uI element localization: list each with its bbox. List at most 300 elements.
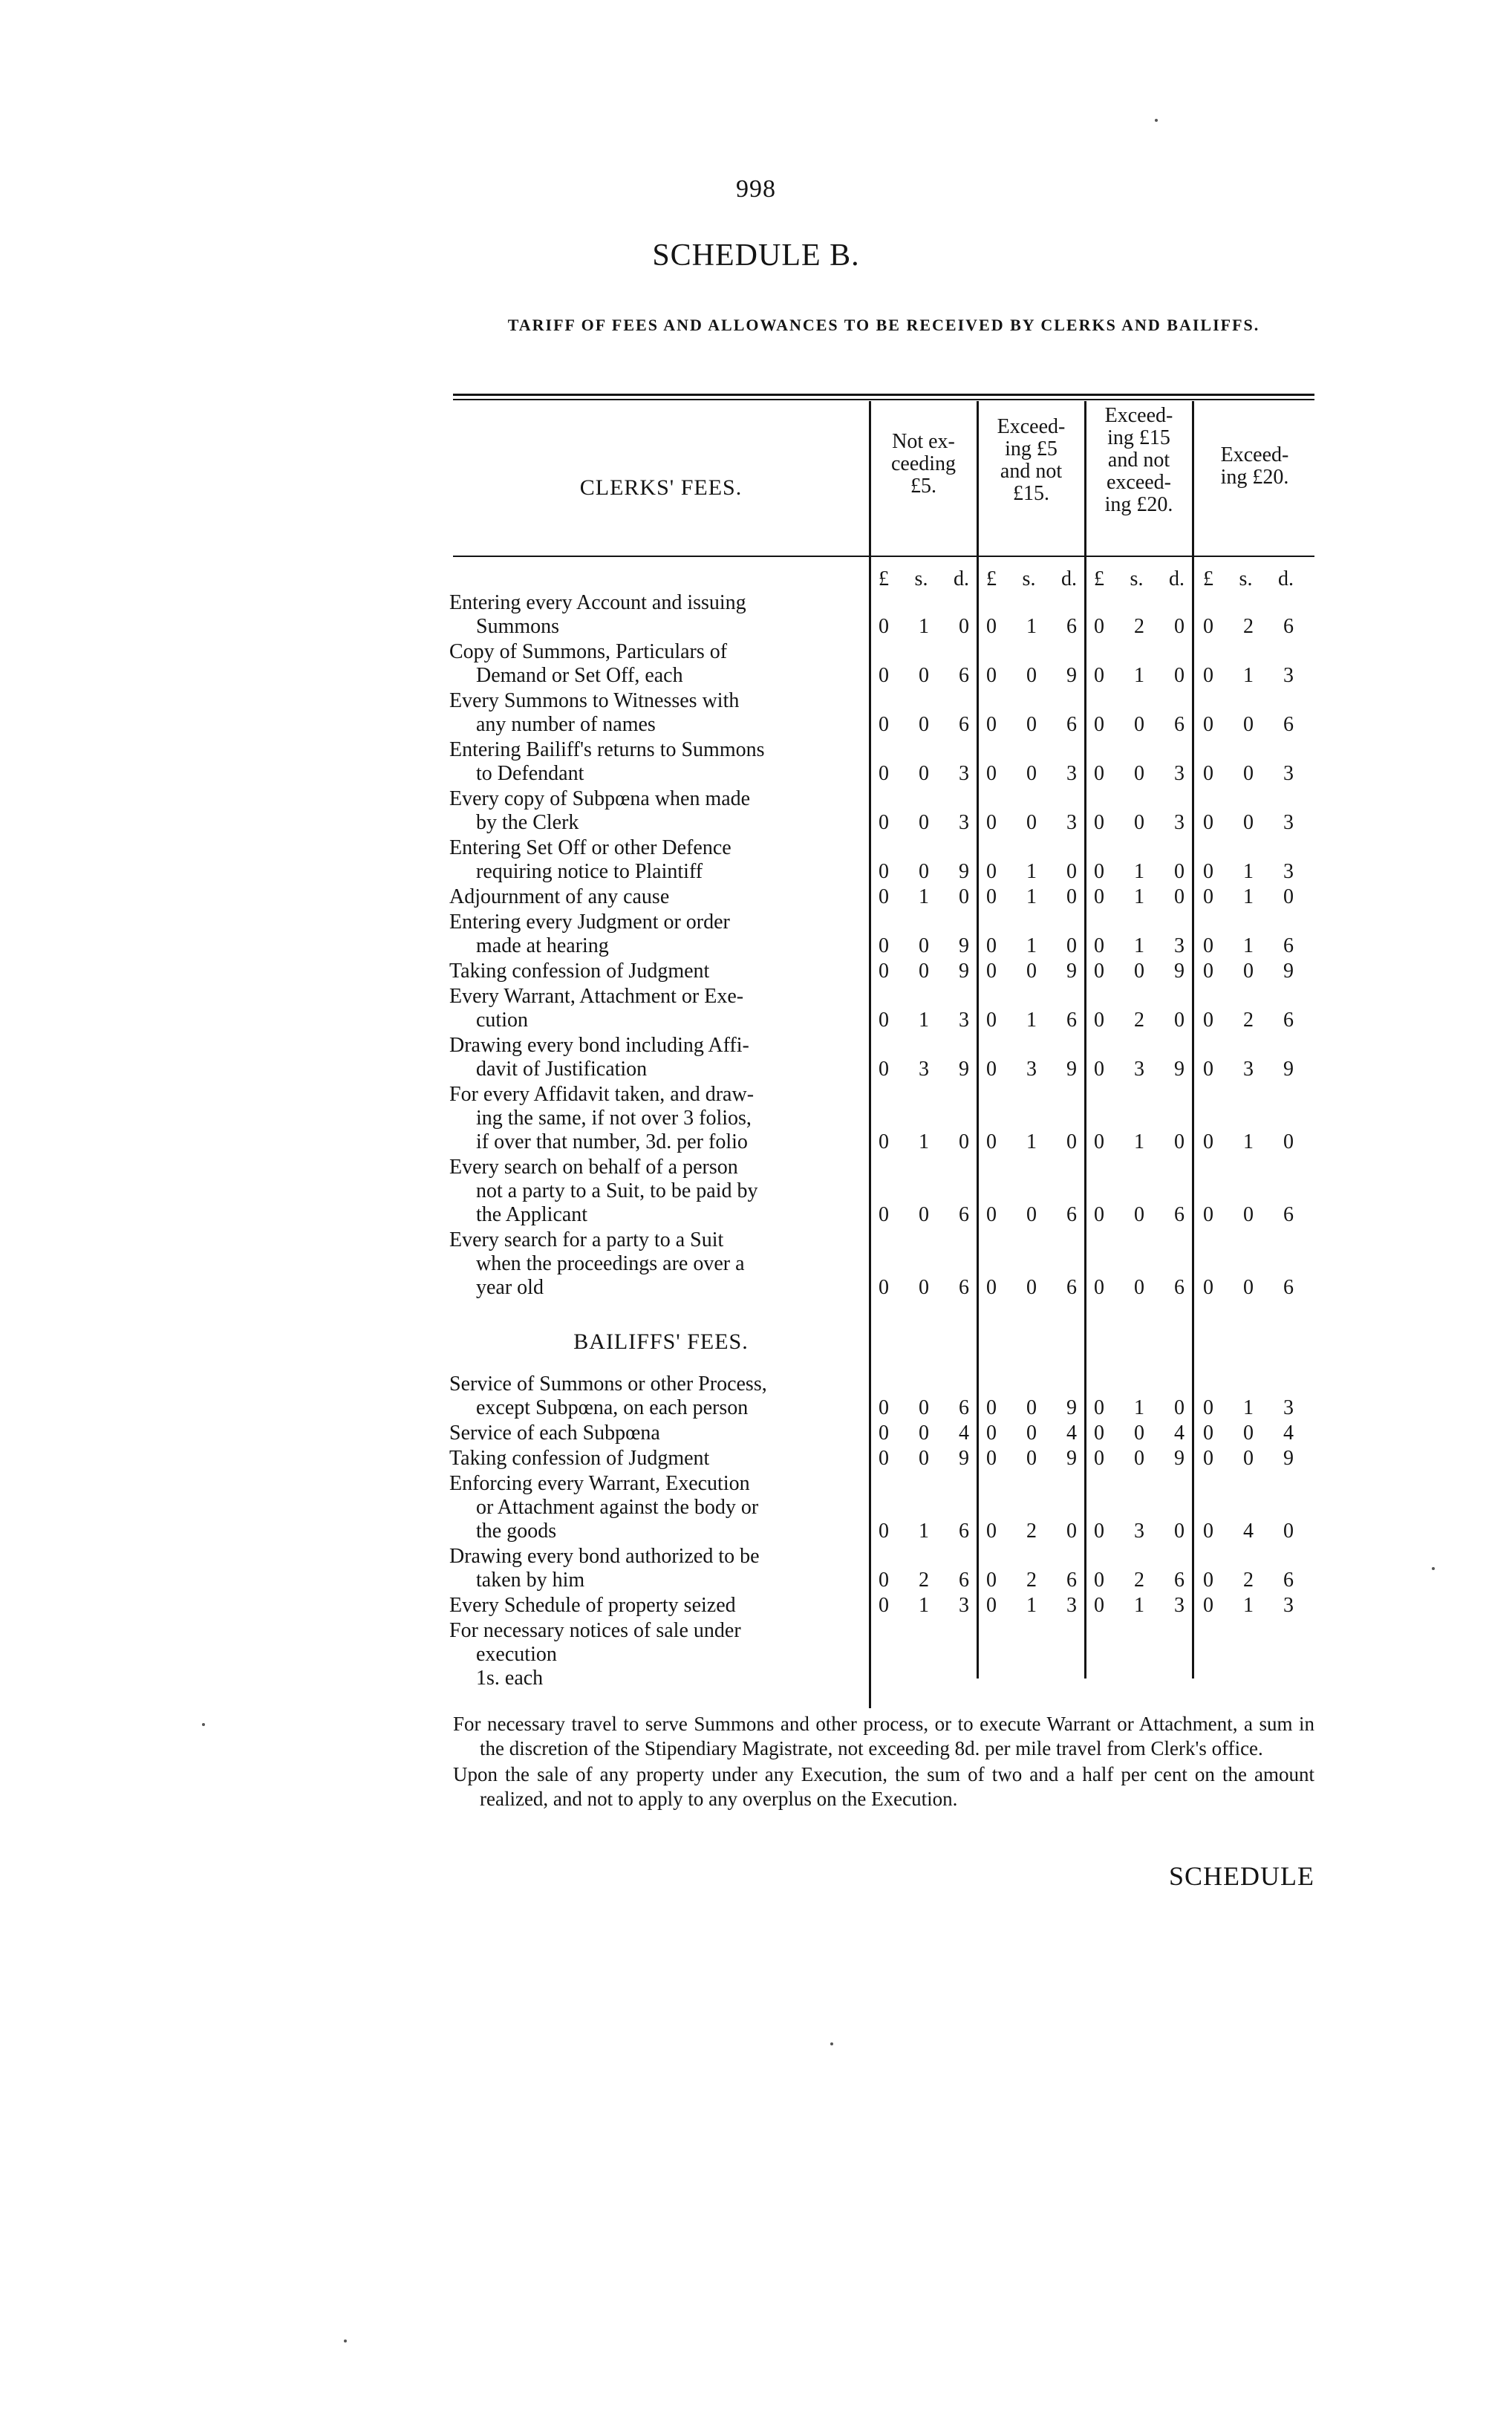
currency-units [1088,567,1190,591]
fee-amount-part: 2 [1243,1569,1254,1592]
fee-amount [1088,713,1190,737]
fee-amount [1197,811,1300,835]
fee-amount-part: 9 [1066,960,1077,983]
column-header-line: Exceed- [1104,404,1173,427]
fee-label-line: Entering Set Off or other Defence [449,836,731,859]
fee-amount-part: 6 [1283,615,1294,638]
fee-label-line: cution [476,1009,528,1032]
fee-label-line: Entering every Judgment or order [449,911,730,934]
fee-amount-part: 6 [1066,1009,1077,1032]
fee-amount-part: 9 [959,860,969,883]
fee-amount-part: 3 [1174,1594,1184,1617]
fee-amount [980,1422,1083,1445]
fee-amount-part: 0 [1203,1422,1213,1445]
fee-amount-part: 0 [1283,1520,1294,1543]
fee-label-line: Every search for a party to a Suit [449,1228,724,1251]
fee-amount [980,885,1083,909]
fee-amount-part: 0 [919,960,929,983]
fee-amount [1088,811,1190,835]
fee-amount-part: 1 [1134,1396,1144,1419]
fee-amount [980,615,1083,639]
fee-label [449,1447,861,1471]
fee-amount-part: 1 [1243,885,1254,908]
fee-amount-part: 0 [1203,1009,1213,1032]
fee-amount-part: 3 [1283,1594,1294,1617]
fee-label-line: Summons [476,615,560,638]
fee-amount-part: 0 [879,1276,889,1299]
fee-amount-part: 0 [986,960,997,983]
fee-amount-part: 0 [879,1130,889,1153]
paper-speck [830,2042,833,2045]
currency-unit: £ [879,567,889,590]
fee-amount-part: 3 [1026,1058,1037,1081]
fee-label-line: Adjournment of any cause [449,885,670,908]
fee-amount-part: 6 [959,1520,969,1543]
fee-amount [1197,615,1300,639]
fee-amount-part: 0 [1174,1396,1184,1419]
fee-amount-part: 1 [1134,1130,1144,1153]
fee-amount [1197,1520,1300,1543]
fee-amount [980,713,1083,737]
fee-amount-part: 0 [1134,1203,1144,1226]
fee-amount [980,664,1083,688]
fee-amount-part: 0 [1094,1520,1104,1543]
currency-unit: d. [1061,567,1077,590]
footnotes [453,1712,1314,1813]
fee-label-line: execution [476,1643,557,1666]
fee-amount-part: 3 [1283,664,1294,687]
fee-amount-part: 0 [1026,762,1037,785]
paper-speck [202,1723,205,1726]
fee-amount-part: 1 [919,1130,929,1153]
fee-amount-part: 0 [986,1447,997,1470]
fee-amount-part: 0 [1094,1009,1104,1032]
fee-amount-part: 0 [879,713,889,736]
column-divider-4 [1192,401,1194,1678]
fee-label-line: Every copy of Subpœna when made [449,787,751,810]
column-header-line: ing £20. [1220,466,1289,489]
fee-label [449,1619,861,1690]
fee-amount-part: 6 [1066,713,1077,736]
fee-amount-part: 2 [1243,615,1254,638]
currency-units [873,567,975,591]
fee-amount [873,960,975,983]
paper-speck [344,2340,347,2342]
fee-amount-part: 3 [1134,1058,1144,1081]
fee-amount-part: 0 [879,860,889,883]
fee-amount-part: 0 [1203,1520,1213,1543]
fee-amount-part: 1 [1134,885,1144,908]
fee-amount-part: 0 [1243,1447,1254,1470]
fee-amount-part: 0 [1066,1520,1077,1543]
fee-amount [1197,1009,1300,1032]
fee-label [449,960,861,983]
fee-amount-part: 9 [1174,1058,1184,1081]
fee-label [449,1083,861,1154]
fee-amount [873,1569,975,1592]
fee-amount-part: 0 [919,1396,929,1419]
fee-amount-part: 0 [879,811,889,834]
fee-amount-part: 0 [1026,713,1037,736]
fee-amount-part: 0 [879,762,889,785]
fee-amount-part: 0 [1026,1276,1037,1299]
fee-label [449,1472,861,1543]
fee-amount [980,1203,1083,1227]
column-divider-3 [1084,401,1086,1678]
fee-label-line: Service of each Subpœna [449,1422,660,1445]
fee-amount-part: 0 [1026,664,1037,687]
fee-amount-part: 0 [1203,615,1213,638]
fee-amount-part: 1 [1243,1594,1254,1617]
fee-amount-part: 0 [879,615,889,638]
fee-amount-part: 6 [959,1276,969,1299]
fee-amount-part: 1 [919,885,929,908]
fee-amount-part: 0 [986,615,997,638]
fee-amount-part: 0 [986,1422,997,1445]
fee-amount-part: 0 [1203,1276,1213,1299]
fee-amount-part: 2 [1134,1569,1144,1592]
fee-amount [1088,615,1190,639]
fee-amount [873,713,975,737]
fee-amount-part: 1 [1243,1130,1254,1153]
fee-label-line: to Defendant [476,762,584,785]
currency-unit: d. [1169,567,1184,590]
fee-amount [980,762,1083,786]
fee-amount-part: 1 [1026,860,1037,883]
fee-label-line: Copy of Summons, Particulars of [449,640,728,663]
fee-amount-part: 0 [1094,1058,1104,1081]
fee-label-line: Enforcing every Warrant, Execution [449,1472,750,1495]
fee-amount [1088,860,1190,884]
currency-unit: s. [1022,567,1036,590]
paper-speck [1432,1567,1435,1570]
fee-amount-part: 0 [1094,1422,1104,1445]
fee-amount-part: 0 [1094,934,1104,957]
fee-amount [980,1396,1083,1420]
column-header-line: and not [1107,449,1170,472]
fee-amount-part: 0 [1243,762,1254,785]
fee-label-line: Every Summons to Witnesses with [449,689,740,712]
currency-unit: s. [1130,567,1144,590]
fee-amount-part: 4 [959,1422,969,1445]
fee-amount-part: 9 [1174,960,1184,983]
fee-amount-part: 1 [1134,860,1144,883]
fee-amount-part: 0 [1094,860,1104,883]
table-header-rule [453,556,1314,557]
fee-amount-part: 0 [986,1203,997,1226]
fee-amount-part: 9 [1066,664,1077,687]
fee-amount-part: 4 [1066,1422,1077,1445]
fee-amount-part: 0 [1203,1447,1213,1470]
fee-amount-part: 1 [1026,1130,1037,1153]
currency-unit: £ [1094,567,1104,590]
clerks-fees-header: CLERKS' FEES. [579,475,743,500]
fee-amount-part: 0 [1134,713,1144,736]
fee-amount [873,1058,975,1081]
fee-label-line: except Subpœna, on each person [476,1396,749,1419]
fee-amount-part: 0 [1203,934,1213,957]
fee-amount-part: 0 [1203,1569,1213,1592]
currency-units [980,567,1083,591]
fee-label-line: the goods [476,1520,557,1543]
fee-amount [1197,1130,1300,1154]
fee-amount [1197,1058,1300,1081]
footnote-sale: Upon the sale of any property under any Execution, the sum of two and a half per cent on the amount realized, and not to apply to any overplus on the Execution. [453,1763,1314,1810]
fee-amount-part: 1 [1243,1396,1254,1419]
fee-amount-part: 0 [879,1447,889,1470]
fee-amount-part: 0 [919,713,929,736]
fee-label-line: Drawing every bond authorized to be [449,1545,760,1568]
fee-label-line: made at hearing [476,934,609,957]
fee-amount-part: 0 [1066,885,1077,908]
fee-amount [1197,664,1300,688]
fee-amount-part: 0 [1094,713,1104,736]
currency-unit: £ [986,567,997,590]
column-header-line: Exceed- [997,415,1066,438]
fee-amount-part: 0 [1243,960,1254,983]
fee-amount [1088,934,1190,958]
fee-amount [980,1520,1083,1543]
fee-amount-part: 9 [1174,1447,1184,1470]
fee-label [449,738,861,786]
fee-label-line: Taking confession of Judgment [449,1447,710,1470]
fee-amount [980,1130,1083,1154]
fee-amount-part: 1 [1134,664,1144,687]
fee-amount-part: 0 [1243,1422,1254,1445]
fee-amount-part: 0 [879,1009,889,1032]
fee-amount-part: 0 [1094,615,1104,638]
fee-label-line: or Attachment against the body or [476,1496,759,1519]
page-title: SCHEDULE B. [652,238,860,273]
fee-amount-part: 0 [1243,1276,1254,1299]
fee-amount [1197,1594,1300,1618]
fee-amount-part: 0 [986,1058,997,1081]
fee-amount-part: 0 [986,1569,997,1592]
fee-amount [1088,1396,1190,1420]
fee-amount-part: 0 [879,934,889,957]
table-top-rule [453,394,1314,396]
fee-label [449,1545,861,1592]
fee-label-line: Every Schedule of property seized [449,1594,736,1617]
fee-amount-part: 0 [1203,960,1213,983]
fee-amount-part: 0 [1203,811,1213,834]
fee-label-line: by the Clerk [476,811,579,834]
fee-amount-part: 6 [1283,1569,1294,1592]
fee-amount-part: 0 [1094,960,1104,983]
fee-label [449,640,861,688]
column-header-3 [1086,405,1192,516]
fee-amount-part: 0 [919,762,929,785]
fee-label [449,787,861,835]
fee-amount-part: 0 [879,664,889,687]
fee-amount-part: 0 [1174,664,1184,687]
fee-amount-part: 0 [986,811,997,834]
fee-amount-part: 1 [1026,1009,1037,1032]
currency-unit: s. [914,567,928,590]
fee-amount-part: 1 [1134,934,1144,957]
fee-amount [873,762,975,786]
fee-amount [980,1276,1083,1300]
fee-amount-part: 3 [1134,1520,1144,1543]
fee-amount-part: 0 [1094,664,1104,687]
fee-amount [1088,1203,1190,1227]
fee-label [449,985,861,1032]
fee-amount-part: 0 [1283,885,1294,908]
fee-amount [1197,934,1300,958]
fee-amount-part: 0 [1174,1130,1184,1153]
currency-unit: d. [1278,567,1294,590]
fee-amount [980,960,1083,983]
fee-label-line: For necessary notices of sale under [449,1619,741,1642]
fee-amount-part: 0 [919,1422,929,1445]
fee-label [449,1034,861,1081]
fee-amount [1088,885,1190,909]
bailiffs-fees-header: BAILIFFS' FEES. [573,1329,749,1354]
fee-amount-part: 9 [1283,960,1294,983]
fee-amount-part: 0 [1094,1203,1104,1226]
fee-amount-part: 2 [1026,1569,1037,1592]
currency-unit: s. [1239,567,1253,590]
fee-amount-part: 0 [1094,1447,1104,1470]
currency-units [1197,567,1300,591]
fee-amount-part: 0 [1026,1422,1037,1445]
column-header-line: £15. [1013,482,1049,505]
fee-amount-part: 1 [1243,934,1254,957]
fee-amount-part: 0 [919,664,929,687]
fee-amount [873,1130,975,1154]
fee-label [449,1422,861,1445]
fee-amount-part: 6 [959,1569,969,1592]
fee-amount [873,1594,975,1618]
fee-amount-part: 0 [1243,811,1254,834]
fee-label-line: For every Affidavit taken, and draw- [449,1083,755,1106]
fee-amount-part: 1 [1026,1594,1037,1617]
column-header-line: and not [1000,460,1063,483]
fee-amount-part: 6 [1283,1276,1294,1299]
fee-label-line: Demand or Set Off, each [476,664,683,687]
fee-label-line: Taking confession of Judgment [449,960,710,983]
fee-amount [1197,762,1300,786]
fee-label [449,885,861,909]
fee-amount-part: 0 [879,1520,889,1543]
fee-amount-part: 0 [1026,1203,1037,1226]
fee-amount-part: 0 [1134,762,1144,785]
fee-label [449,689,861,737]
fee-amount [873,1396,975,1420]
fee-amount [980,811,1083,835]
fee-amount-part: 2 [1026,1520,1037,1543]
fee-label-line: Entering every Account and issuing [449,591,746,614]
fee-label-line: if over that number, 3d. per folio [476,1130,748,1153]
fee-amount-part: 6 [1283,1203,1294,1226]
fee-amount-part: 2 [1243,1009,1254,1032]
fee-amount [1088,1058,1190,1081]
fee-amount [980,934,1083,958]
column-header-line: ing £20. [1104,493,1173,516]
fee-amount [1088,1130,1190,1154]
fee-amount-part: 0 [986,1276,997,1299]
catchword: SCHEDULE [1169,1861,1314,1891]
fee-amount-part: 1 [919,1520,929,1543]
fee-amount-part: 0 [1243,1203,1254,1226]
fee-amount-part: 0 [919,811,929,834]
fee-amount [1088,960,1190,983]
fee-amount-part: 0 [1094,811,1104,834]
fee-label-line: taken by him [476,1569,585,1592]
fee-amount-part: 3 [959,762,969,785]
fee-label-line: Drawing every bond including Affi- [449,1034,749,1057]
column-header-line: ing £5 [1005,437,1058,460]
fee-amount-part: 9 [959,960,969,983]
footnote-travel: For necessary travel to serve Summons and other process, or to execute Warrant or Attachment, a sum in the discretion of the Stipendiary Magistrate, not exceeding 8d. per mile travel from Clerk's office. [453,1713,1314,1759]
table-subtitle: TARIFF OF FEES AND ALLOWANCES TO BE RECEIVED BY CLERKS AND BAILIFFS. [507,316,1260,334]
fee-label [449,911,861,958]
column-divider-1 [869,401,871,1708]
fee-amount-part: 0 [879,885,889,908]
fee-amount-part: 0 [1203,1203,1213,1226]
fee-amount-part: 3 [1174,811,1184,834]
fee-label [449,591,861,639]
fee-amount-part: 0 [1283,1130,1294,1153]
fee-amount-part: 0 [986,664,997,687]
fee-amount-part: 0 [1134,1276,1144,1299]
fee-label [449,836,861,884]
fee-amount-part: 0 [879,1594,889,1617]
fee-amount-part: 0 [959,885,969,908]
fee-amount [873,811,975,835]
fee-amount-part: 0 [919,860,929,883]
fee-amount [1088,1276,1190,1300]
fee-amount-part: 3 [1283,1396,1294,1419]
fee-amount-part: 0 [986,934,997,957]
fee-amount-part: 6 [1283,713,1294,736]
fee-amount [1088,1569,1190,1592]
fee-amount-part: 1 [1243,664,1254,687]
fee-label-line: the Applicant [476,1203,588,1226]
fee-amount [873,1203,975,1227]
fee-amount [873,1422,975,1445]
fee-label [449,1373,861,1420]
fee-amount-part: 9 [1066,1058,1077,1081]
fee-amount-part: 0 [986,713,997,736]
fee-amount-part: 0 [1094,762,1104,785]
fee-amount-part: 3 [959,1009,969,1032]
fee-amount-part: 0 [1026,1447,1037,1470]
fee-amount-part: 0 [1026,960,1037,983]
fee-amount [980,1058,1083,1081]
fee-amount-part: 0 [1066,934,1077,957]
fee-amount-part: 3 [959,1594,969,1617]
fee-amount [873,664,975,688]
fee-amount [1197,1203,1300,1227]
fee-amount-part: 0 [1174,615,1184,638]
fee-amount-part: 0 [986,1594,997,1617]
fee-amount-part: 6 [959,1396,969,1419]
fee-amount [1197,860,1300,884]
fee-amount-part: 0 [919,1276,929,1299]
fee-amount-part: 0 [1243,713,1254,736]
column-header-line: Not ex- [892,430,955,453]
fee-amount-part: 6 [1066,1569,1077,1592]
fee-amount-part: 4 [1243,1520,1254,1543]
fee-label-line: Entering Bailiff's returns to Summons [449,738,765,761]
fee-amount [873,885,975,909]
fee-amount-part: 0 [1094,885,1104,908]
fee-amount-part: 1 [1243,860,1254,883]
fee-amount-part: 6 [1174,1203,1184,1226]
fee-amount-part: 3 [1283,860,1294,883]
fee-amount [873,1520,975,1543]
